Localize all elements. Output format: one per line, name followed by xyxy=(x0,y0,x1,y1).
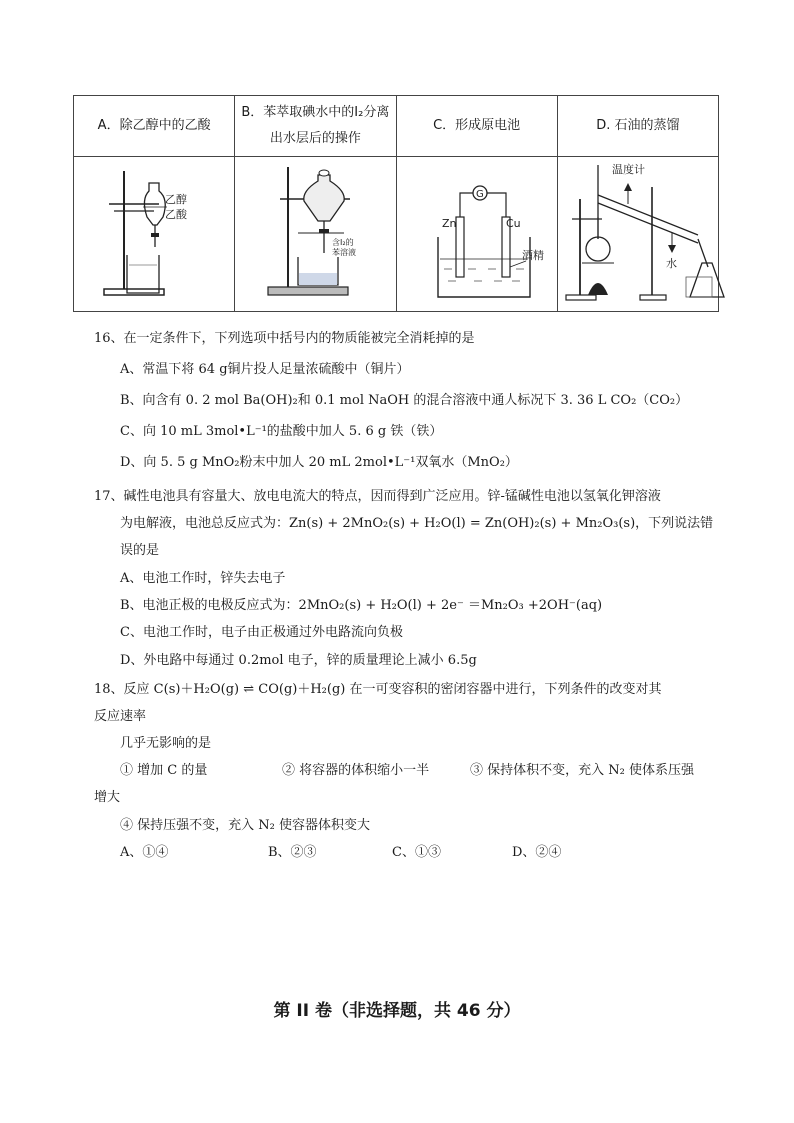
figure-c-cell xyxy=(396,157,557,312)
q18-stem-line3: 几乎无影响的是 xyxy=(120,736,212,751)
extraction-figure xyxy=(240,159,390,309)
label-ethanol: 乙醇 xyxy=(165,193,188,206)
label-acetic-acid: 乙酸 xyxy=(165,208,188,221)
q18-answer-d: D、②④ xyxy=(512,845,562,860)
header-d xyxy=(557,96,718,157)
header-a xyxy=(74,96,235,157)
q18-answer-a: A、①④ xyxy=(120,845,169,860)
galvanometer-label: G xyxy=(475,189,484,200)
q16-option-b: B、向含有 0. 2 mol Ba(OH)₂和 0.1 mol NaOH 的混合溶液中通人标况下 3. 36 L CO₂（CO₂） xyxy=(120,393,689,408)
q17-option-d: D、外电路中每通过 0.2mol 电子，锌的质量理论上减小 6.5g xyxy=(120,653,477,668)
q18-condition-2: ② 将容器的体积缩小一半 xyxy=(282,763,430,778)
header-b-text: B．苯萃取碘水中的I₂分离出水层后的操作 xyxy=(241,105,390,146)
galvanic-cell-figure xyxy=(402,159,552,309)
q17-option-a: A、电池工作时，锌失去电子 xyxy=(120,571,286,586)
separatory-funnel-figure xyxy=(79,159,229,309)
q18-condition-3: ③ 保持体积不变，充入 N₂ 使体系压强 xyxy=(470,763,694,778)
header-b xyxy=(235,96,396,157)
header-a-text: A．除乙醇中的乙酸 xyxy=(97,118,211,133)
q18-condition-1: ① 增加 C 的量 xyxy=(120,763,208,778)
label-iodine: 含I₂的 xyxy=(332,238,354,247)
q16-option-a: A、常温下将 64 g铜片投人足量浓硫酸中（铜片） xyxy=(120,362,410,377)
q17-option-b: B、电池正极的电极反应式为：2MnO₂(s) + H₂O(l) + 2e⁻ ＝Mn₂O₃ +2OH⁻(aq) xyxy=(120,598,603,613)
distillation-figure xyxy=(558,159,734,309)
q18-answer-c: C、①③ xyxy=(392,845,441,860)
q17-stem-line2: 为电解液，电池总反应式为：Zn(s) + 2MnO₂(s) + H₂O(l) = Zn(OH)₂(s) + Mn₂O₃(s)，下列说法错 xyxy=(120,516,714,531)
header-c-text: C．形成原电池 xyxy=(433,118,521,133)
q17-stem-line3: 误的是 xyxy=(120,543,160,558)
q16-option-c: C、向 10 mL 3mol•L⁻¹的盐酸中加人 5. 6 g 铁（铁） xyxy=(120,424,443,439)
q17-option-c: C、电池工作时，电子由正极通过外电路流向负极 xyxy=(120,625,403,640)
q17-stem-line1: 17、碱性电池具有容量大、放电电流大的特点，因而得到广泛应用。锌-锰碱性电池以氢氧化钾溶液 xyxy=(94,489,661,504)
section-ii-title: 第 II 卷（非选择题，共 46 分） xyxy=(273,1001,521,1021)
q18-condition-3-cont: 增大 xyxy=(94,790,121,805)
q18-stem-line2: 反应速率 xyxy=(94,709,147,724)
figure-d-cell xyxy=(557,157,718,312)
thermometer-label: 温度计 xyxy=(611,163,645,176)
q18-stem-line1: 18、反应 C(s)＋H₂O(g) ⇌ CO(g)＋H₂(g) 在一可变容积的密闭容器中进行，下列条件的改变对其 xyxy=(94,682,662,697)
label-benzene-solution: 苯溶液 xyxy=(332,248,357,257)
header-c xyxy=(396,96,557,157)
cu-label: Cu xyxy=(505,217,521,230)
figure-a-cell xyxy=(74,157,235,312)
water-label: 水 xyxy=(665,257,677,270)
zn-label: Zn xyxy=(441,217,457,230)
q16-stem: 16、在一定条件下，下列选项中括号内的物质能被完全消耗掉的是 xyxy=(94,331,475,346)
q18-condition-4: ④ 保持压强不变，充入 N₂ 使容器体积变大 xyxy=(120,818,370,833)
alcohol-label: 酒精 xyxy=(521,249,544,262)
q16-option-d: D、向 5. 5 g MnO₂粉末中加人 20 mL 2mol•L⁻¹双氧水（MnO₂） xyxy=(120,455,518,470)
figure-b-cell xyxy=(235,157,396,312)
q18-answer-b: B、②③ xyxy=(268,845,317,860)
header-d-text: D. 石油的蒸馏 xyxy=(596,118,680,133)
apparatus-table xyxy=(73,95,719,312)
